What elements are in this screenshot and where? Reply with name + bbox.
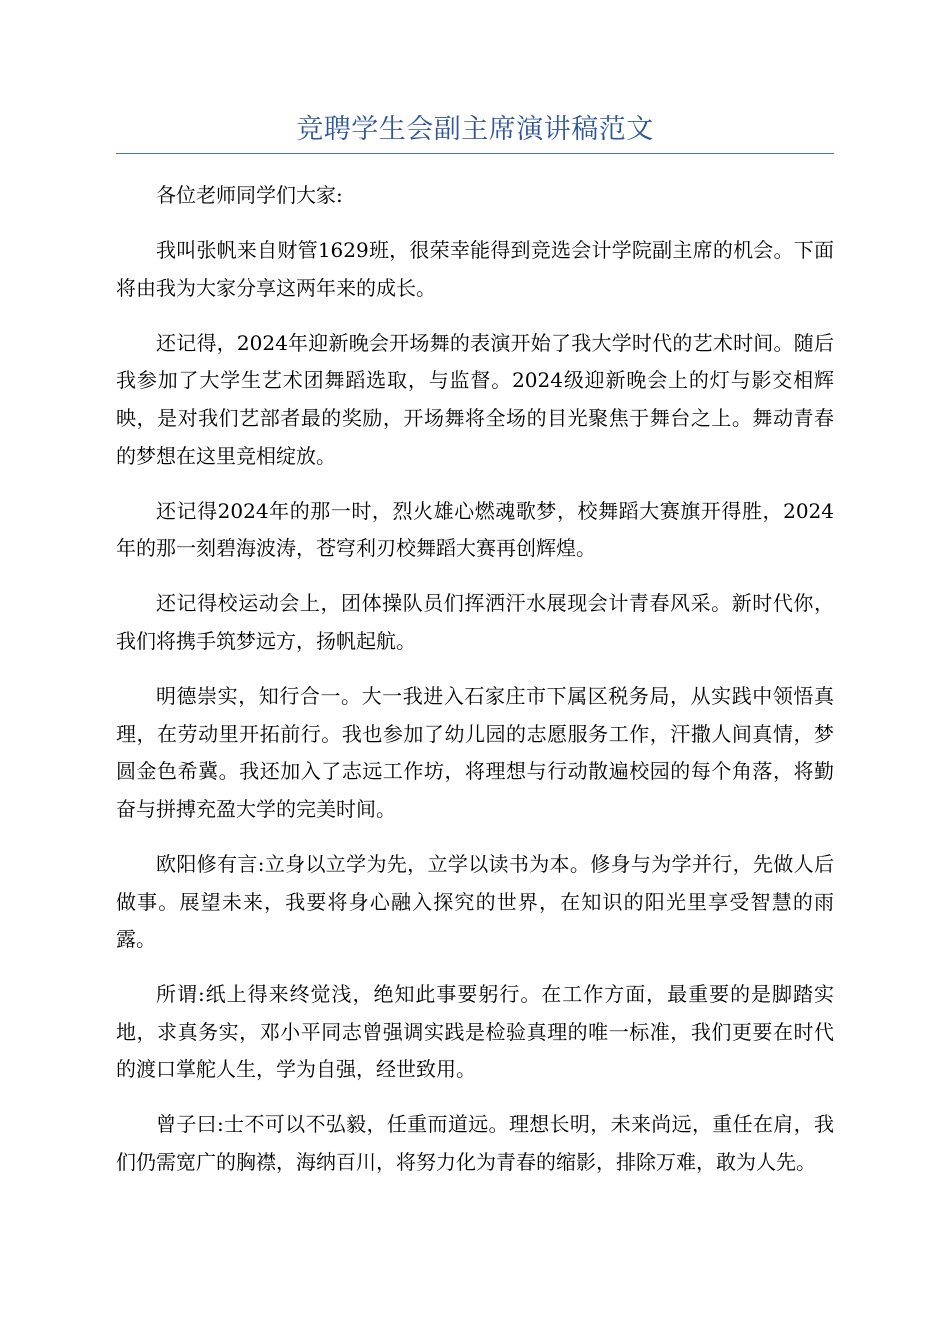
document-body [116,177,834,1199]
title-underline [116,153,834,154]
paragraph-work: 所谓:纸上得来终觉浅，绝知此事要躬行。在工作方面，最重要的是脚踏实地，求真务实，邓小平同志曾强调实践是检验真理的唯一标准，我们更要在时代的渡口掌舵人生，学为自强，经世致用。 [116,982,834,1082]
document-title: 竞聘学生会副主席演讲稿范文 [296,114,654,145]
paragraph-dance-contest: 还记得2024年的那一时，烈火雄心燃魂歌梦，校舞蹈大赛旗开得胜，2024年的那一刻碧海波涛，苍穹利刃校舞蹈大赛再创辉煌。 [116,498,834,561]
paragraph-introduction: 我叫张帆来自财管1629班，很荣幸能得到竞选会计学院副主席的机会。下面将由我为大家分享这两年来的成长。 [116,238,834,300]
paragraph-greeting: 各位老师同学们大家: [156,183,343,207]
paragraph-practice: 明德崇实，知行合一。大一我进入石家庄市下属区税务局，从实践中领悟真理，在劳动里开拓前行。我也参加了幼儿园的志愿服务工作，汗撒人间真情，梦圆金色希冀。我还加入了志远工作坊，将理想与行动散遍校园的每个角落，将勤奋与拼搏充盈大学的完美时间。 [116,684,834,821]
paragraph-sports-meet: 还记得校运动会上，团体操队员们挥洒汗水展现会计青春风采。新时代你，我们将携手筑梦远方，扬帆起航。 [116,591,834,653]
paragraph-welcome-gala: 还记得，2024年迎新晚会开场舞的表演开始了我大学时代的艺术时间。随后我参加了大学生艺术团舞蹈选取，与监督。2024级迎新晚会上的灯与影交相辉映，是对我们艺部者最的奖励，开场舞将全场的目光聚焦于舞台之上。舞动青春的梦想在这里竞相绽放。 [116,330,834,468]
paragraph-closing: 曾子曰:士不可以不弘毅，任重而道远。理想长明，未来尚远，重任在肩，我们仍需宽广的胸襟，海纳百川，将努力化为青春的缩影，排除万难，敢为人先。 [116,1112,834,1175]
paragraph-study: 欧阳修有言:立身以立学为先，立学以读书为本。修身与为学并行，先做人后做事。展望未来，我要将身心融入探究的世界，在知识的阳光里享受智慧的雨露。 [116,851,834,952]
